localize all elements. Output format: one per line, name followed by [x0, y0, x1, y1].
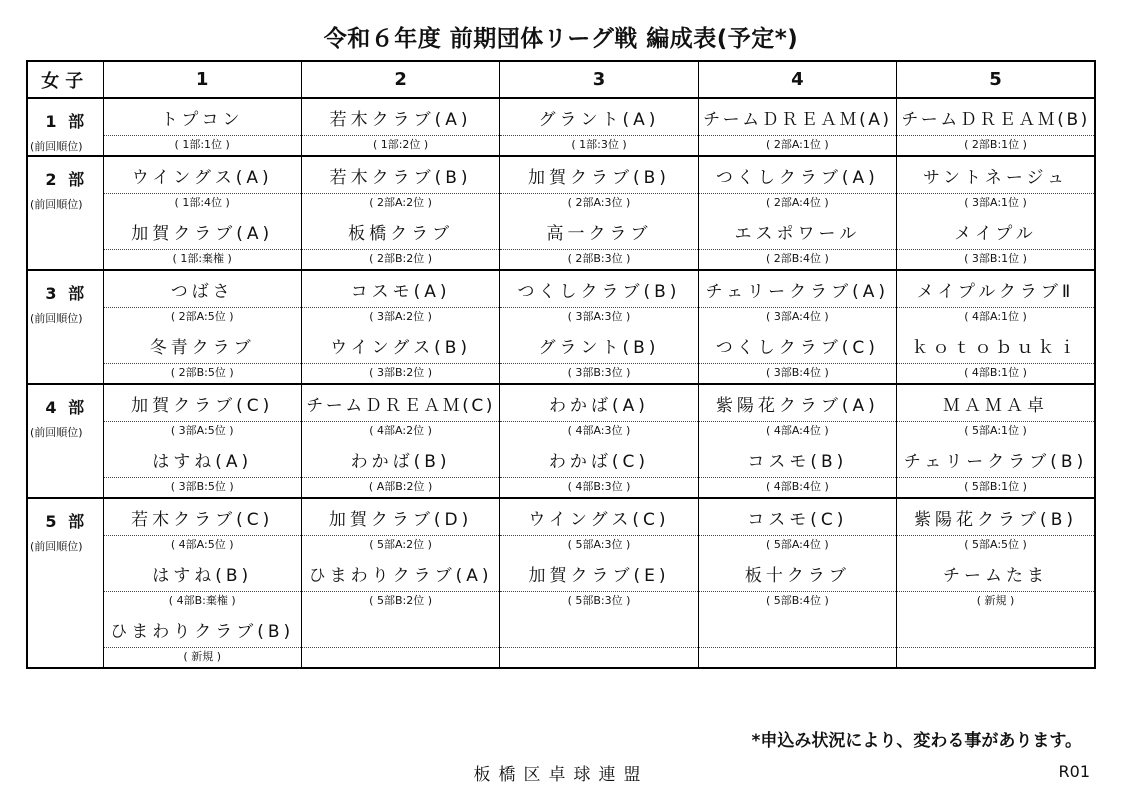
previous-rank: [897, 648, 1095, 669]
previous-rank: ( 5部A:1位 ): [897, 422, 1095, 442]
previous-rank-row: [27, 194, 1095, 214]
team-cell: [698, 384, 896, 422]
team-cell: [103, 213, 301, 250]
previous-rank: ( 3部B:3位 ): [500, 364, 698, 385]
footnote: *申込み状況により、変わる事があります。: [751, 731, 1082, 751]
team-name: 加賀クラブ(E): [528, 565, 670, 586]
team-cell: [301, 156, 499, 194]
team-name: ＭＡＭＡ卓: [943, 395, 1049, 416]
team-cell: [103, 441, 301, 478]
previous-rank: ( 3部A:4位 ): [698, 308, 896, 328]
team-name: チームＤＲＥＡＭ(C): [306, 395, 495, 416]
previous-rank: [500, 648, 698, 669]
header-row: [27, 61, 1095, 98]
team-cell: [500, 98, 698, 136]
team-cell: [103, 98, 301, 136]
team-name: チェリークラブ(A): [705, 281, 890, 302]
team-name: 板橋クラブ: [348, 223, 454, 244]
previous-rank: ( 4部A:1位 ): [897, 308, 1095, 328]
team-name: 紫陽花クラブ(B): [914, 509, 1077, 530]
team-cell: [698, 555, 896, 592]
previous-rank-row: [27, 648, 1095, 669]
division-cell: [27, 270, 103, 384]
team-cell: [500, 156, 698, 194]
previous-rank: ( 4部A:4位 ): [698, 422, 896, 442]
previous-rank: ( 2部A:4位 ): [698, 194, 896, 214]
previous-rank-row: [27, 592, 1095, 612]
team-name: チームたま: [943, 565, 1049, 586]
previous-rank: ( 4部A:3位 ): [500, 422, 698, 442]
team-cell: [301, 98, 499, 136]
header-col: 2: [301, 61, 499, 98]
team-cell: [103, 384, 301, 422]
team-name: つくしクラブ(B): [517, 281, 681, 302]
team-cell: [500, 384, 698, 422]
team-cell: [698, 498, 896, 536]
team-cell: [500, 611, 698, 648]
team-row: [27, 384, 1095, 422]
team-name: 加賀クラブ(B): [528, 167, 670, 188]
previous-rank: [301, 648, 499, 669]
previous-rank: ( 1部:2位 ): [301, 136, 499, 157]
previous-rank: ( 4部A:5位 ): [103, 536, 301, 556]
team-name: 加賀クラブ(C): [131, 395, 274, 416]
document-code: R01: [1058, 762, 1090, 781]
league-table: [26, 60, 1096, 669]
previous-rank: ( 4部B:棄権 ): [103, 592, 301, 612]
previous-rank: ( 3部B:5位 ): [103, 478, 301, 499]
previous-rank-row: [27, 250, 1095, 271]
team-cell: [500, 213, 698, 250]
previous-rank: ( 4部B:4位 ): [698, 478, 896, 499]
header-col: 1: [103, 61, 301, 98]
team-row: [27, 555, 1095, 592]
team-cell: [698, 441, 896, 478]
team-name: グラント(B): [538, 337, 660, 358]
team-cell: [103, 555, 301, 592]
team-cell: [103, 327, 301, 364]
header-col: 5: [897, 61, 1095, 98]
team-name: 加賀クラブ(A): [131, 223, 274, 244]
team-name: ウイングス(B): [330, 337, 472, 358]
previous-rank: ( 4部A:2位 ): [301, 422, 499, 442]
division-label: 3 部: [45, 284, 88, 303]
team-cell: [301, 441, 499, 478]
previous-rank: ( 新規 ): [103, 648, 301, 669]
previous-rank: ( 2部A:5位 ): [103, 308, 301, 328]
previous-rank: ( 3部B:4位 ): [698, 364, 896, 385]
team-row: [27, 98, 1095, 136]
team-name: わかば(A): [549, 395, 649, 416]
previous-rank: ( 3部A:3位 ): [500, 308, 698, 328]
team-row: [27, 441, 1095, 478]
team-row: [27, 156, 1095, 194]
previous-rank: ( 5部A:4位 ): [698, 536, 896, 556]
previous-rank: ( 2部B:3位 ): [500, 250, 698, 271]
previous-rank: ( 5部B:1位 ): [897, 478, 1095, 499]
previous-rank-row: [27, 422, 1095, 442]
previous-rank: ( 2部B:2位 ): [301, 250, 499, 271]
previous-rank: ( 5部B:3位 ): [500, 592, 698, 612]
team-cell: [301, 384, 499, 422]
team-name: 紫陽花クラブ(A): [715, 395, 879, 416]
team-cell: [500, 555, 698, 592]
team-name: 若木クラブ(C): [131, 509, 274, 530]
previous-rank: ( 4部B:1位 ): [897, 364, 1095, 385]
team-cell: [897, 555, 1095, 592]
previous-rank-caption: (前回順位): [30, 198, 83, 211]
team-row: [27, 498, 1095, 536]
team-name: コスモ(C): [747, 509, 848, 530]
team-cell: [301, 498, 499, 536]
team-cell: [897, 498, 1095, 536]
team-name: つばさ: [170, 281, 234, 302]
team-name: グラント(A): [538, 109, 660, 130]
team-cell: [698, 270, 896, 308]
previous-rank-caption: (前回順位): [30, 426, 83, 439]
team-name: コスモ(A): [350, 281, 451, 302]
header-corner: 女子: [27, 61, 103, 98]
previous-rank: ( 3部B:2位 ): [301, 364, 499, 385]
team-cell: [897, 213, 1095, 250]
previous-rank: ( 2部A:2位 ): [301, 194, 499, 214]
team-name: チームＤＲＥＡＭ(A): [703, 109, 892, 130]
team-cell: [698, 611, 896, 648]
previous-rank: ( 5部B:4位 ): [698, 592, 896, 612]
team-name: コスモ(B): [747, 451, 848, 472]
division-cell: [27, 498, 103, 668]
previous-rank: ( A部B:2位 ): [301, 478, 499, 499]
previous-rank: ( 1部:棄権 ): [103, 250, 301, 271]
team-name: 若木クラブ(B): [329, 167, 472, 188]
team-row: [27, 611, 1095, 648]
team-cell: [698, 327, 896, 364]
division-cell: [27, 384, 103, 498]
team-name: わかば(B): [350, 451, 451, 472]
previous-rank: ( 2部B:1位 ): [897, 136, 1095, 157]
division-label: 2 部: [45, 170, 88, 189]
division-label: 1 部: [45, 112, 88, 131]
team-name: メイプル: [954, 223, 1037, 244]
previous-rank-row: [27, 478, 1095, 499]
team-name: 高一クラブ: [546, 223, 652, 244]
team-cell: [103, 270, 301, 308]
division-label: 4 部: [45, 398, 88, 417]
previous-rank-caption: (前回順位): [30, 540, 83, 553]
division-cell: [27, 156, 103, 270]
team-name: ウイングス(A): [131, 167, 273, 188]
team-name: ウイングス(C): [528, 509, 670, 530]
team-name: エスポワール: [734, 223, 861, 244]
previous-rank: ( 5部A:5位 ): [897, 536, 1095, 556]
team-cell: [897, 327, 1095, 364]
previous-rank-caption: (前回順位): [30, 312, 83, 325]
team-cell: [301, 611, 499, 648]
team-name: ｋｏｔｏｂｕｋｉ: [911, 337, 1080, 358]
header-col: 3: [500, 61, 698, 98]
previous-rank: ( 5部A:3位 ): [500, 536, 698, 556]
previous-rank: ( 2部A:3位 ): [500, 194, 698, 214]
team-cell: [698, 213, 896, 250]
team-cell: [698, 156, 896, 194]
team-cell: [897, 384, 1095, 422]
team-name: ひまわりクラブ(B): [110, 621, 295, 642]
team-cell: [897, 98, 1095, 136]
previous-rank-caption: (前回順位): [30, 140, 83, 153]
previous-rank-row: [27, 536, 1095, 556]
team-row: [27, 327, 1095, 364]
team-name: わかば(C): [548, 451, 650, 472]
team-cell: [103, 156, 301, 194]
team-name: チームＤＲＥＡＭ(B): [901, 109, 1090, 130]
team-cell: [500, 498, 698, 536]
previous-rank: ( 3部B:1位 ): [897, 250, 1095, 271]
team-cell: [500, 327, 698, 364]
previous-rank-row: [27, 308, 1095, 328]
division-label: 5 部: [45, 512, 88, 531]
previous-rank: ( 3部A:5位 ): [103, 422, 301, 442]
team-cell: [103, 611, 301, 648]
previous-rank: ( 3部A:2位 ): [301, 308, 499, 328]
previous-rank: ( 5部A:2位 ): [301, 536, 499, 556]
team-name: チェリークラブ(B): [903, 451, 1088, 472]
team-name: 冬青クラブ: [149, 337, 255, 358]
team-cell: [897, 270, 1095, 308]
previous-rank: ( 3部A:1位 ): [897, 194, 1095, 214]
team-cell: [500, 441, 698, 478]
organization-name: 板橋区卓球連盟: [473, 765, 649, 785]
previous-rank: ( 2部B:5位 ): [103, 364, 301, 385]
team-name: 加賀クラブ(D): [328, 509, 473, 530]
page-title: 令和６年度 前期団体リーグ戦 編成表(予定*): [323, 26, 799, 52]
team-cell: [301, 213, 499, 250]
team-name: はすね(A): [152, 451, 253, 472]
team-name: つくしクラブ(A): [715, 167, 879, 188]
team-name: 若木クラブ(A): [329, 109, 472, 130]
previous-rank-row: [27, 364, 1095, 385]
previous-rank: ( 新規 ): [897, 592, 1095, 612]
previous-rank-row: [27, 136, 1095, 157]
team-cell: [897, 441, 1095, 478]
team-name: メイプルクラブⅡ: [916, 281, 1075, 302]
team-name: サントネージュ: [922, 167, 1069, 188]
previous-rank: [698, 648, 896, 669]
team-name: 板十クラブ: [744, 565, 850, 586]
previous-rank: ( 2部B:4位 ): [698, 250, 896, 271]
previous-rank: ( 1部:3位 ): [500, 136, 698, 157]
team-name: つくしクラブ(C): [715, 337, 879, 358]
team-name: はすね(B): [152, 565, 253, 586]
team-row: [27, 213, 1095, 250]
team-name: ひまわりクラブ(A): [308, 565, 493, 586]
previous-rank: ( 5部B:2位 ): [301, 592, 499, 612]
team-row: [27, 270, 1095, 308]
previous-rank: ( 1部:4位 ): [103, 194, 301, 214]
team-cell: [500, 270, 698, 308]
previous-rank: ( 4部B:3位 ): [500, 478, 698, 499]
previous-rank: ( 2部A:1位 ): [698, 136, 896, 157]
team-cell: [897, 156, 1095, 194]
team-cell: [301, 270, 499, 308]
team-cell: [897, 611, 1095, 648]
header-col: 4: [698, 61, 896, 98]
team-cell: [103, 498, 301, 536]
team-name: トプコン: [160, 109, 244, 130]
team-cell: [698, 98, 896, 136]
team-cell: [301, 555, 499, 592]
division-cell: [27, 98, 103, 156]
previous-rank: ( 1部:1位 ): [103, 136, 301, 157]
team-cell: [301, 327, 499, 364]
